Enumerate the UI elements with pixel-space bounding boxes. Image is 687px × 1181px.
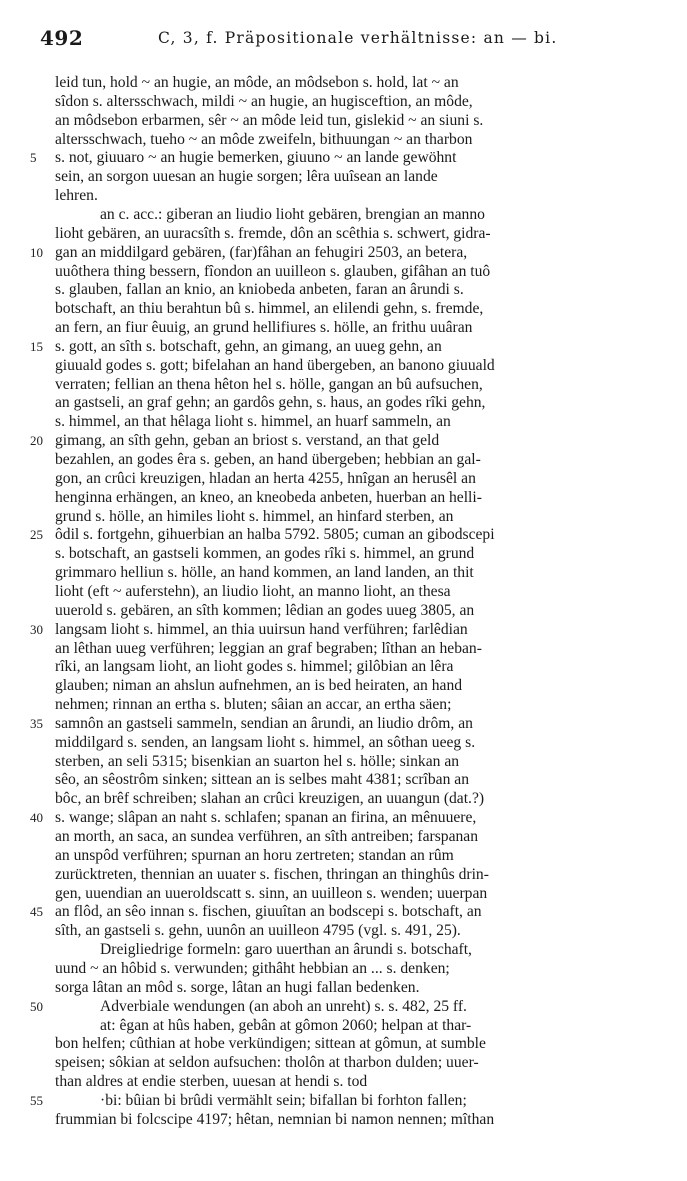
text-line: samnôn an gastseli sammeln, sendian an ârundi, an liudio drôm, an [55, 714, 473, 732]
text-line: an fern, an fiur êuuig, an grund hellifiures s. hölle, an frithu uuâran [55, 319, 473, 337]
text-line: uund ~ an hôbid s. verwunden; githâht hebbian an ... s. denken; [55, 959, 450, 977]
line-number: 40 [30, 810, 43, 826]
text-line: gen, uuendian an uueroldscatt s. sinn, an uuilleon s. wenden; uuerpan [55, 884, 488, 902]
text-line: sêo, an sêostrôm sinken; sittean an is selbes maht 4381; scrîban an [55, 771, 470, 789]
line-number: 55 [30, 1092, 43, 1108]
text-line: gan an middilgard gebären, (far)fâhan an fehugiri 2503, an betera, [55, 243, 468, 261]
text-line: sîdon s. altersschwach, mildi ~ an hugie, an hugisceftion, an môde, [55, 92, 473, 110]
page-header [40, 26, 650, 50]
text-line: henginna erhängen, an kneo, an kneobeda anbeten, huerban an helli- [55, 488, 482, 506]
text-line: grimmaro helliun s. hölle, an hand kommen, an land landen, an thit [55, 564, 474, 582]
text-line: lioht (eft ~ auferstehn), an liudio lioht, an manno lioht, an thesa [55, 582, 451, 600]
line-number: 50 [30, 998, 43, 1014]
text-line: s. gott, an sîth s. botschaft, gehn, an gimang, an uueg gehn, an [55, 337, 442, 355]
text-line: uuerold s. gebären, an sîth kommen; lêdian an godes uueg 3805, an [55, 601, 475, 619]
text-line: an môdsebon erbarmen, sêr ~ an môde leid tun, gislekid ~ an siuni s. [55, 111, 484, 129]
text-line: bon helfen; cûthian at hobe verkündigen; sittean at gômun, at sumble [55, 1035, 486, 1053]
line-number: 5 [30, 150, 37, 166]
text-line: uuôthera thing bessern, fîondon an uuilleon s. glauben, gifâhan an tuô [55, 262, 491, 280]
line-number: 25 [30, 527, 43, 543]
text-line: grund s. hölle, an himiles lioht s. himmel, an hinfard sterben, an [55, 507, 454, 525]
text-line: lehren. [55, 187, 98, 205]
line-number: 35 [30, 715, 43, 731]
line-number: 10 [30, 244, 43, 260]
text-line: s. botschaft, an gastseli kommen, an godes rîki s. himmel, an grund [55, 545, 475, 563]
text-line: frummian bi folcscipe 4197; hêtan, nemnian bi namon nennen; mîthan [55, 1110, 495, 1128]
text-line: altersschwach, tueho ~ an môde zweifeln, bithuungan ~ an tharbon [55, 130, 473, 148]
text-line: gimang, an sîth gehn, geban an briost s. verstand, an that geld [55, 432, 440, 450]
text-line: ·bi: bûian bi brûdi vermählt sein; bifallan bi forhton fallen; [100, 1091, 467, 1109]
page-number: 492 [40, 26, 84, 50]
text-line: an gastseli, an graf gehn; an gardôs gehn, s. haus, an godes rîki gehn, [55, 394, 486, 412]
text-line: sterben, an seli 5315; bisenkian an suarton hel s. hölle; sinkan an [55, 752, 460, 770]
line-number: 45 [30, 904, 43, 920]
line-number: 15 [30, 338, 43, 354]
text-line: sein, an sorgon uuesan an hugie sorgen; lêra uuîsean an lande [55, 168, 438, 186]
text-line: sîth, an gastseli s. gehn, uunôn an uuilleon 4795 (vgl. s. 491, 25). [55, 922, 461, 940]
text-line: an unspôd verführen; spurnan an horu zertreten; standan an rûm [55, 846, 454, 864]
text-line: gon, an crûci kreuzigen, hladan an herta 4255, hnîgan an herusêl an [55, 469, 476, 487]
text-line: ôdil s. fortgehn, gihuerbian an halba 5792. 5805; cuman an gibodscepi [55, 526, 495, 544]
text-line: leid tun, hold ~ an hugie, an môde, an môdsebon s. hold, lat ~ an [55, 74, 459, 91]
running-head: C, 3, f. Präpositionale verhältnisse: an — bi. [158, 29, 558, 47]
text-line: lioht gebären, an uuracsîth s. fremde, dôn an scêthia s. schwert, gidra- [55, 224, 491, 242]
text-line: botschaft, an thiu berahtun bû s. himmel, an elilendi gehn, s. fremde, [55, 300, 484, 318]
text-line: middilgard s. senden, an langsam lioht s. himmel, an sôthan ueeg s. [55, 733, 476, 751]
text-line: Dreigliedrige formeln: garo uuerthan an ârundi s. botschaft, [100, 941, 472, 959]
text-line: sorga lâtan an môd s. sorge, lâtan an hugi fallan bedenken. [55, 978, 420, 996]
text-line: nehmen; rinnan an ertha s. bluten; sâian an accar, an ertha säen; [55, 696, 452, 714]
line-number: 30 [30, 621, 43, 637]
line-number: 20 [30, 433, 43, 449]
text-line: s. glauben, fallan an knio, an kniobeda anbeten, faran an ârundi s. [55, 281, 464, 299]
text-line: langsam lioht s. himmel, an thia uuirsun hand verführen; farlêdian [55, 620, 468, 638]
text-line: rîki, an langsam lioht, an lioht godes s. himmel; gilôbian an lêra [55, 658, 454, 676]
text-line: than aldres at endie sterben, uuesan at hendi s. tod [55, 1073, 368, 1091]
text-line: speisen; sôkian at seldon aufsuchen: tholôn at tharbon dulden; uuer- [55, 1054, 479, 1072]
text-line: an morth, an saca, an sundea verführen, an sîth antreiben; farspanan [55, 828, 479, 845]
text-line: giuuald godes s. gott; bifelahan an hand übergeben, an banono giuuald [55, 356, 495, 374]
text-line: bôc, an brêf schreiben; slahan an crûci kreuzigen, an uuangun (dat.?) [55, 790, 485, 808]
text-line: Adverbiale wendungen (an aboh an unreht) s. s. 482, 25 ff. [100, 997, 467, 1015]
text-line: an lêthan uueg verführen; leggian an graf begraben; lîthan an heban- [55, 639, 482, 657]
text-line: verraten; fellian an thena hêton hel s. hölle, gangan an bû aufsuchen, [55, 375, 483, 393]
text-line: bezahlen, an godes êra s. geben, an hand übergeben; hebbian an gal- [55, 451, 481, 468]
text-line: s. wange; slâpan an naht s. schlafen; spanan an firina, an mênuuere, [55, 809, 477, 827]
text-line: an c. acc.: giberan an liudio lioht gebären, brengian an manno [100, 205, 485, 223]
text-line: s. himmel, an that hêlaga lioht s. himmel, an huarf sammeln, an [55, 413, 451, 431]
text-line: an flôd, an sêo innan s. fischen, giuuîtan an bodscepi s. botschaft, an [55, 903, 482, 921]
text-line: at: êgan at hûs haben, gebân at gômon 2060; helpan at thar- [100, 1016, 472, 1034]
text-line: glauben; niman an ahslun aufnehmen, an is bed heiraten, an hand [55, 677, 463, 695]
text-line: zurücktreten, thennian an uuater s. fischen, thringan an thinghûs drin- [55, 865, 489, 883]
text-line: s. not, giuuaro ~ an hugie bemerken, giuuno ~ an lande gewöhnt [55, 149, 457, 167]
